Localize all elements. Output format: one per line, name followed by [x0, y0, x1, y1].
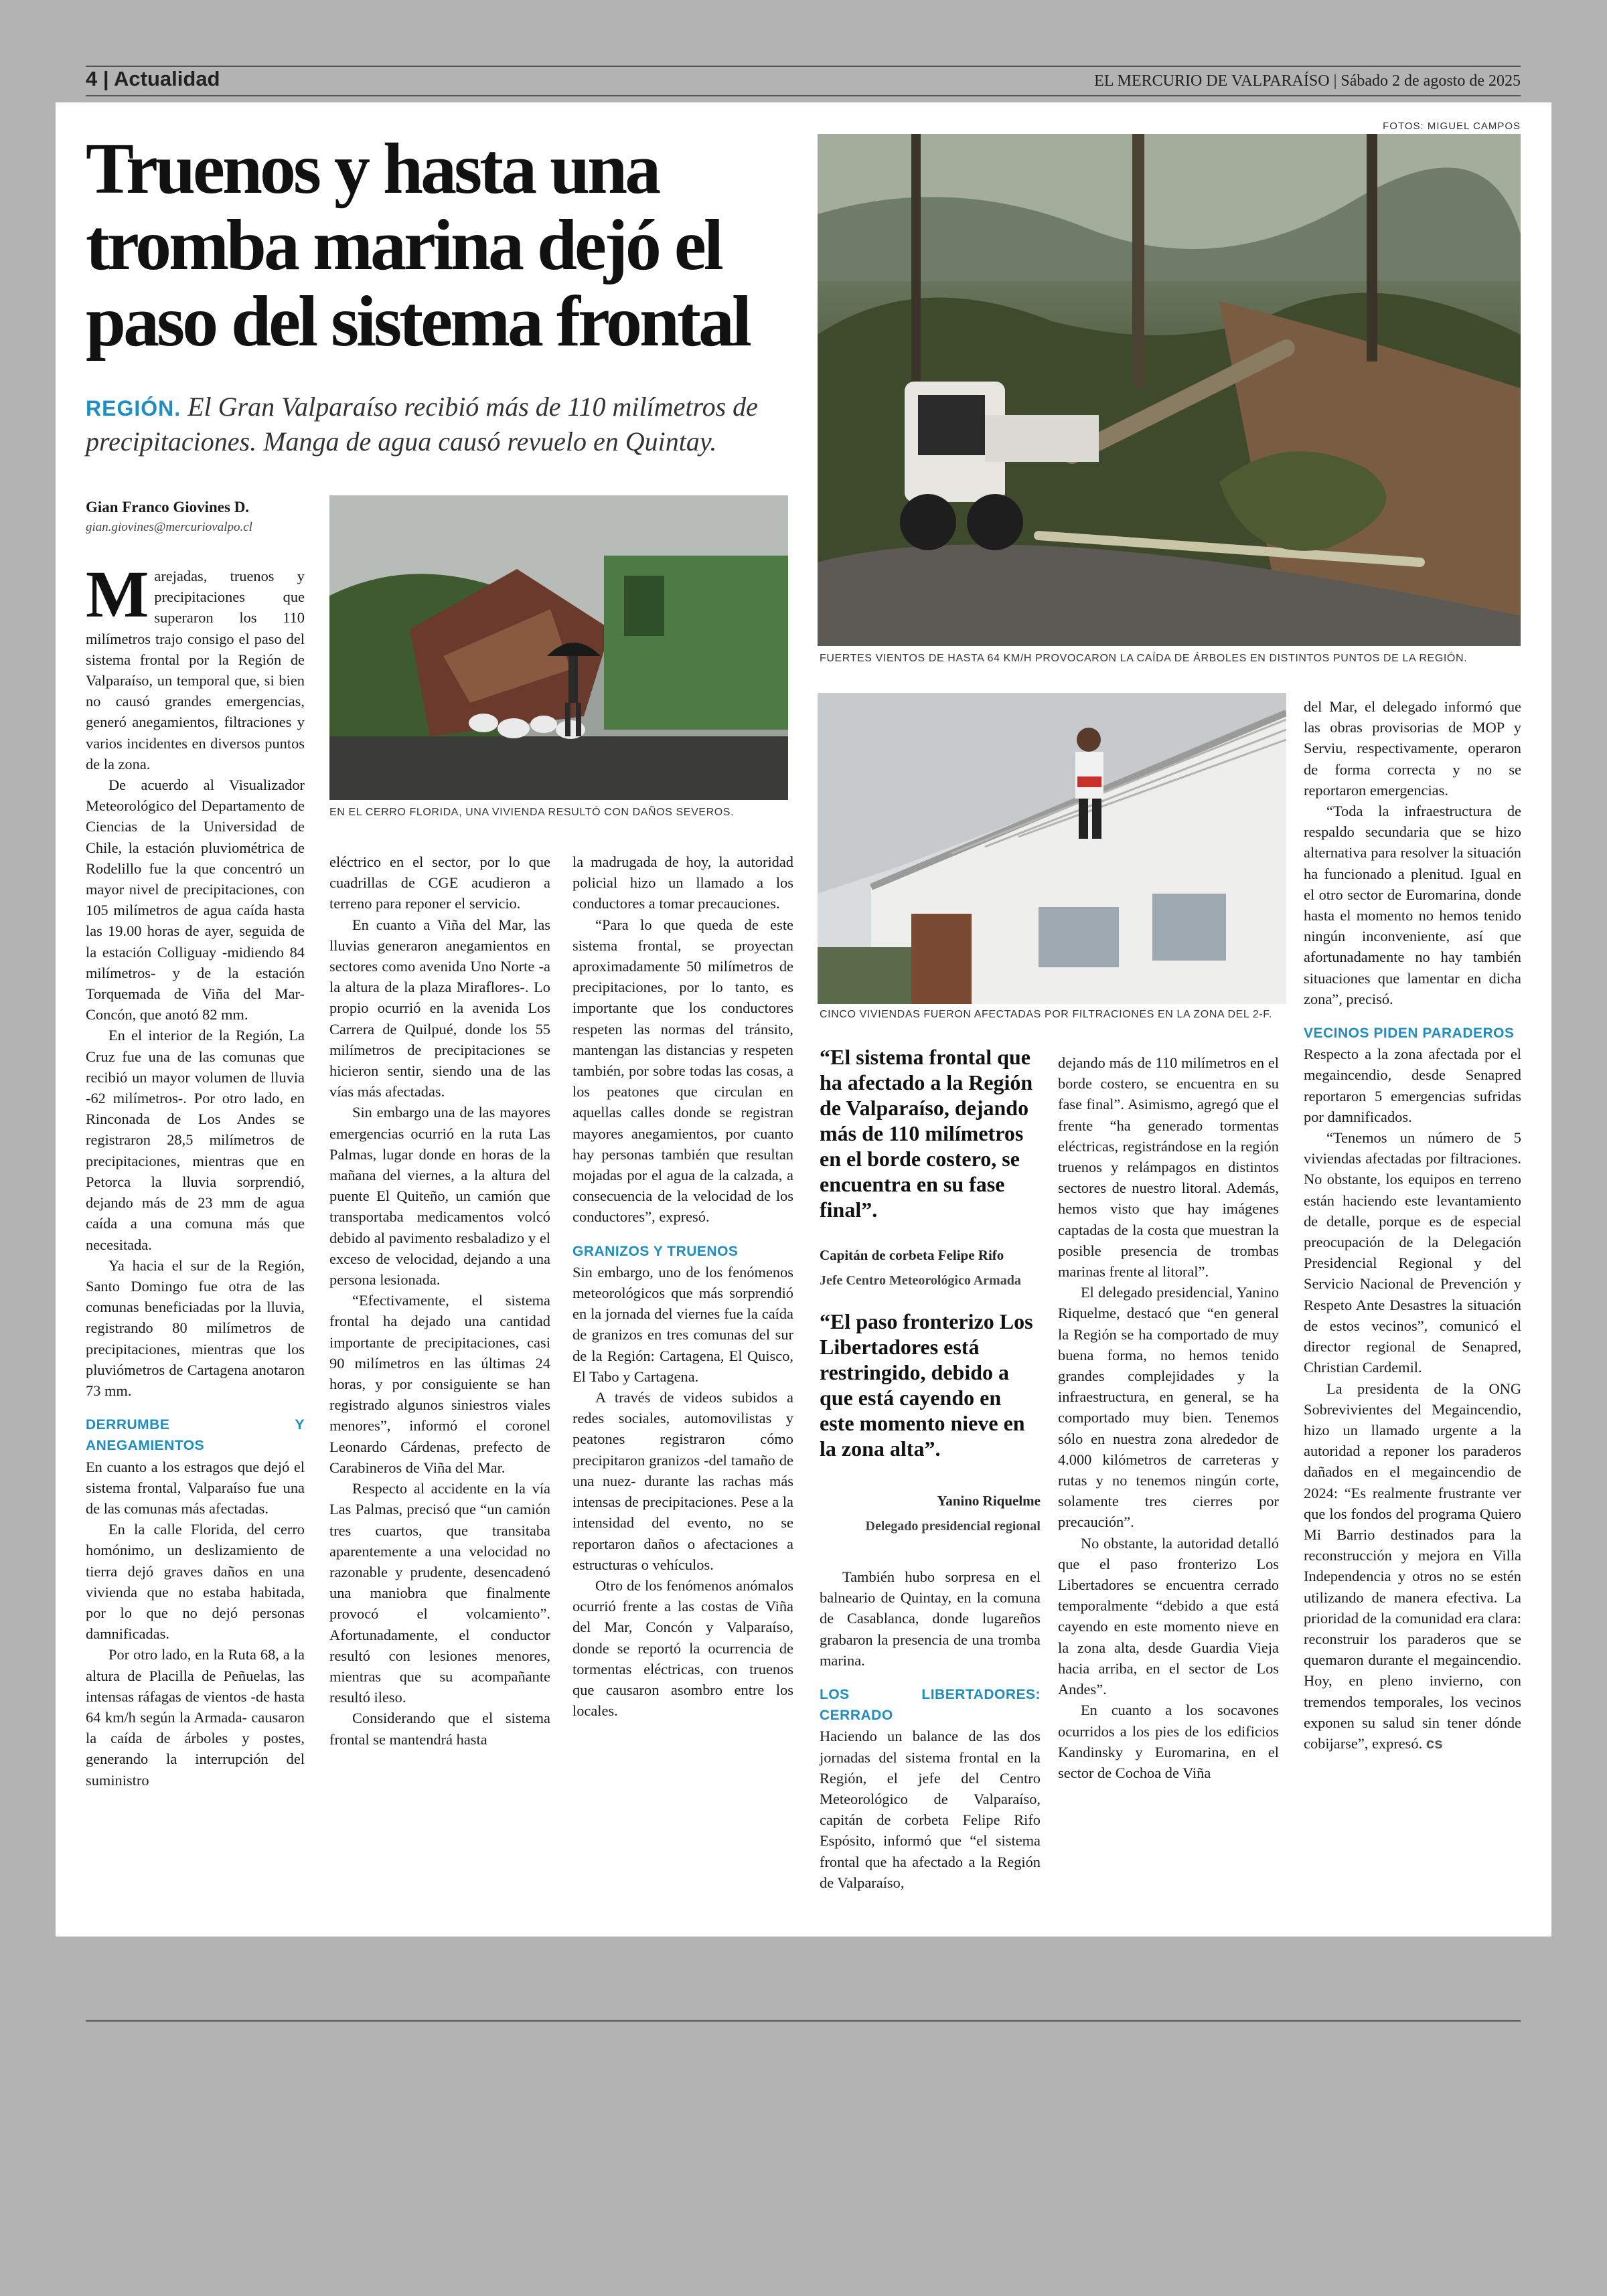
pull-quote-author: Yanino Riquelme [937, 1493, 1041, 1509]
paper-name: EL MERCURIO DE VALPARAÍSO [1094, 72, 1330, 90]
pull-quote-text: “El paso fronterizo Los Libertadores está restringido, debido a que está cayendo en este momento nieve en la zona alta”. [820, 1309, 1033, 1461]
paragraph: la madrugada de hoy, la autoridad policial hizo un llamado a los conductores a tomar precauciones. [572, 853, 793, 912]
paragraph: A través de videos subidos a redes sociales, automovilistas y peatones registraron cómo precipitaron granizos -del tamaño de una nuez- durante las rachas más intensas de precipitaciones. Pese a la intensidad del evento, no se reportaron daños o afectaciones a estructuras o vehículos. [572, 1389, 793, 1573]
paragraph: Por otro lado, en la Ruta 68, a la altura de Placilla de Peñuelas, las intensas ráfagas de vientos -de hasta 64 km/h según la Armada- causaron la caída de árboles y postes, generando la interrupción del suministro [86, 1646, 305, 1789]
paragraph: “Tenemos un número de 5 viviendas afectadas por filtraciones. No obstante, los equipos en terreno están haciendo este levantamiento de detalle, porque es de especial preocupación de la Delegación Presidencial Regional y del Servicio Nacional de Prevención y Respeto Ante Desastres la situación de estos vecinos”, comunicó el director regional de Senapred, Christian Cardemil. [1304, 1129, 1521, 1376]
dropcap: M [86, 557, 149, 631]
paragraph: Considerando que el sistema frontal se mantendrá hasta [329, 1710, 550, 1748]
paragraph: Haciendo un balance de las dos jornadas del sistema frontal en la Región, el jefe del Centro Meteorológico de Valparaíso, capitán de corbeta Felipe Rifo Espósito, informó que “el sistema frontal que ha afectado a la Región de Valparaíso, [820, 1728, 1041, 1891]
paragraph: En cuanto a los socavones ocurridos a los pies de los edificios Kandinsky y Euromarina, en el sector de Cochoa de Viña [1058, 1702, 1279, 1781]
pull-quote-author: Capitán de corbeta Felipe Rifo [820, 1247, 1004, 1263]
header-rule-top [86, 66, 1521, 67]
pull-quote-2 [820, 1309, 1041, 1539]
subheading: LOS LIBERTADORES: CERRADO [820, 1687, 1041, 1724]
photo-credit: FOTOS: MIGUEL CAMPOS [1383, 120, 1521, 132]
paragraph: Respecto al accidente en la vía Las Palmas, precisó que “un camión tres cuartos, que transitaba aparentemente a una velocidad no razonable y prudente, desencadenó una maniobra que finalmente provocó el volcamiento”. Afortunadamente, el conductor resultó con lesiones menores, mientras que su acompañante resultó ileso. [329, 1480, 550, 1706]
byline-author: Gian Franco Giovines D. [86, 499, 250, 515]
subheading: VECINOS PIDEN PARADEROS [1304, 1026, 1515, 1042]
paragraph: “Efectivamente, el sistema frontal ha dejado una cantidad importante de precipitaciones, casi 90 milímetros en las últimas 24 horas, y por consiguiente se han registrado algunos siniestros viales menores”, informó el coronel Leonardo Cárdenas, prefecto de Carabineros de Viña del Mar. [329, 1292, 550, 1476]
lede-kicker: REGIÓN. [86, 396, 181, 420]
paragraph: En cuanto a Viña del Mar, las lluvias generaron anegamientos en sectores como avenida Uno Norte -a la altura de la plaza Miraflores-. Lo propio ocurrió en la avenida Los Carrera de Quilpué, donde los 55 milímetros de precipitaciones se hicieron sentir, siendo una de las vías más afectadas. [329, 916, 550, 1100]
paragraph: Sin embargo una de las mayores emergencias ocurrió en la ruta Las Palmas, lugar donde en horas de la mañana del viernes, a la altura del puente El Quiteño, un camión que transportaba medicamentos volcó debido al pavimento resbaladizo y el exceso de velocidad, dejando a una persona lesionada. [329, 1104, 550, 1289]
folio-separator: | [102, 67, 109, 90]
paragraph: En la calle Florida, del cerro homónimo, un deslizamiento de tierra dejó graves daños en una vivienda que no estaba habitada, por lo que no dejó personas damnificadas. [86, 1521, 305, 1643]
byline-email: gian.giovines@mercuriovalpo.cl [86, 520, 252, 534]
pull-quote-role: Jefe Centro Meteorológico Armada [820, 1273, 1021, 1288]
paper-info [1094, 72, 1521, 90]
column-5 [1058, 1052, 1279, 1783]
paragraph: De acuerdo al Visualizador Meteorológico del Departamento de Ciencias de la Universidad de Chile, la estación pluviométrica de Rodelillo fue la que concentró un mayor nivel de precipitaciones, con 105 milímetros de agua caída hasta las 19.00 horas de ayer, seguida de la estación Colliguay -midiendo 84 milímetros- y de la estación Torquemada de Viña del Mar-Concón, que anotó 82 mm. [86, 776, 305, 1023]
caption-roof: CINCO VIVIENDAS FUERON AFECTADAS POR FILTRACIONES EN LA ZONA DEL 2-F. [820, 1009, 1272, 1020]
paper-separator: | [1333, 72, 1337, 90]
paragraph [86, 557, 305, 774]
pull-quote-role: Delegado presidencial regional [865, 1519, 1041, 1534]
headline: Truenos y hasta una tromba marina dejó el paso del sistema frontal [86, 129, 750, 361]
paragraph: En el interior de la Región, La Cruz fue una de las comunas que recibió un mayor volumen de lluvia -62 milímetros-. Por otro lado, en Rinconada de Los Andes se registraron 28,5 milímetros de precipitaciones, mientras que en Petorca la lluvia sorprendió, dejando más de 23 mm de agua caída a una comuna más que necesitada. [86, 1027, 305, 1253]
subheading: GRANIZOS Y TRUENOS [572, 1243, 739, 1259]
paragraph: dejando más de 110 milímetros en el borde costero, se encuentra en su fase final”. Asimismo, agregó que el frente “ha generado tormentas eléctricas, registrándose en la región truenos y relámpagos en distintos sectores de nuestro litoral. Además, hemos visto que hay imágenes captadas de la costa que muestran la posible presencia de trombas marinas frente al litoral”. [1058, 1054, 1279, 1281]
paragraph: “Toda la infraestructura de respaldo secundaria que se hizo alternativa para resolver la situación ha funcionado a plenitud. Igual en el otro sector de Euromarina, donde hasta el momento no hemos tenido ningún inconveniente, así que afortunadamente no hay también situaciones que lamentar en dicha zona”, precisó. [1304, 803, 1521, 1007]
paragraph: Otro de los fenómenos anómalos ocurrió frente a las costas de Viña del Mar, Concón y Valparaíso, donde se reportó la ocurrencia de tormentas eléctricas, con truenos que causaron asombro entre los locales. [572, 1576, 793, 1720]
column-6 [1304, 696, 1521, 1754]
paragraph [1304, 1378, 1521, 1754]
page-folio [86, 67, 220, 91]
column-4 [820, 1566, 1041, 1893]
column-2 [329, 851, 550, 1750]
caption-cerro-florida: EN EL CERRO FLORIDA, UNA VIVIENDA RESULTÓ CON DAÑOS SEVEROS. [329, 807, 735, 818]
photo-roof-repair [818, 693, 1286, 1004]
paragraph: Respecto a la zona afectada por el megaincendio, desde Senapred reportaron 5 emergencias sufridas por damnificados. [1304, 1046, 1521, 1125]
photo-cerro-florida [329, 495, 788, 800]
paragraph-text: La presidenta de la ONG Sobrevivientes del Megaincendio, hizo un llamado urgente a la autoridad a reponer los paraderos dañados en el megaincendio de 2024: “Es realmente frustrante ver que los fondos del programa Quiero Mi Barrio destinados para la reconstrucción y mejora en Villa Independencia y otros no se estén utilizando de manera efectiva. La prioridad de la comunidad era clara: reconstruir los paraderos que se quemaron durante el megaincendio. Hoy, en pleno invierno, con tremendos temporales, los vecinos exponen su salud sin tener dónde cobijarse”, expresó. [1304, 1380, 1521, 1752]
paragraph: del Mar, el delegado informó que las obras provisorias de MOP y Serviu, respectivamente, operaron de forma correcta y no se reportaron emergencias. [1304, 698, 1521, 799]
header-rule-bottom [86, 95, 1521, 96]
section-name: Actualidad [114, 67, 220, 90]
paragraph-text: arejadas, truenos y precipitaciones que superaron los 110 milímetros trajo consigo el paso del sistema frontal por la Región de Valparaíso, un temporal que, si bien no causó grandes emergencias, generó anegamientos, filtraciones y varios incidentes en diversos puntos de la zona. [86, 568, 305, 772]
page-number: 4 [86, 67, 98, 90]
paragraph: “Para lo que queda de este sistema frontal, se proyectan aproximadamente 50 milímetros de precipitaciones, por lo tanto, es importante que los conductores respeten las normas del tránsito, mantengan las distancias y respeten también, por sobre todas las cosas, a los peatones que circulan en aquellas calles donde se registran mayores anegamientos, por cuanto hay personas también que resultan mojadas por el agua de la calzada, a consecuencia de la velocidad de los conductores”, expresó. [572, 916, 793, 1226]
paragraph: Sin embargo, uno de los fenómenos meteorológicos que más sorprendió en la jornada del viernes fue la caída de granizos en tres comunas del sur de la Región: Cartagena, El Quisco, El Tabo y Cartagena. [572, 1263, 793, 1385]
column-1 [86, 557, 305, 1791]
paragraph: En cuanto a los estragos que dejó el sistema frontal, Valparaíso fue una de las comunas más afectadas. [86, 1458, 305, 1517]
photo-fallen-trees [818, 134, 1521, 646]
column-3 [572, 851, 793, 1721]
paragraph: Ya hacia el sur de la Región, Santo Domingo fue otra de las comunas beneficiadas por la lluvia, registrando 80 milímetros de precipitaciones, mientras que los pluviómetros de Cartagena anotaron 73 mm. [86, 1256, 305, 1399]
subheading: DERRUMBE Y ANEGAMIENTOS [86, 1417, 305, 1454]
end-mark-icon: cs [1426, 1734, 1443, 1752]
lede-text: El Gran Valparaíso recibió más de 110 milímetros de precipitaciones. Manga de agua causó revuelo en Quintay. [86, 392, 758, 457]
paragraph: No obstante, la autoridad detalló que el paso fronterizo Los Libertadores se encuentra cerrado temporalmente “debido a que está cayendo en este momento nieve en la zona alta, desde Guardia Vieja hacia arriba, en el sector de Los Andes”. [1058, 1534, 1279, 1698]
paragraph: También hubo sorpresa en el balneario de Quintay, en la comuna de Casablanca, donde lugareños grabaron la presencia de una tromba marina. [820, 1568, 1041, 1669]
lede [86, 390, 802, 459]
pull-quote-text: “El sistema frontal que ha afectado a la Región de Valparaíso, dejando más de 110 milímetros en el borde costero, se encuentra en su fase final”. [820, 1045, 1033, 1222]
paragraph: eléctrico en el sector, por lo que cuadrillas de CGE acudieron a terreno para reponer el servicio. [329, 853, 550, 912]
paragraph: El delegado presidencial, Yanino Riquelme, destacó que “en general la Región se ha comportado de muy buena forma, no hemos tenido grandes complejidades y la infraestructura, en general, se ha comportado muy bien. Tenemos sólo en nuestra zona alrededor de 4.000 kilómetros de carreteras y rutas y no tenemos ningún corte, solamente tres cierres por precaución”. [1058, 1284, 1279, 1531]
caption-top-photo: FUERTES VIENTOS DE HASTA 64 KM/H PROVOCARON LA CAÍDA DE ÁRBOLES EN DISTINTOS PUNTOS DE LA REGIÓN. [820, 653, 1468, 664]
paper-date: Sábado 2 de agosto de 2025 [1341, 72, 1521, 90]
pull-quote-1 [820, 1044, 1041, 1293]
footer-rule [86, 2020, 1521, 2022]
